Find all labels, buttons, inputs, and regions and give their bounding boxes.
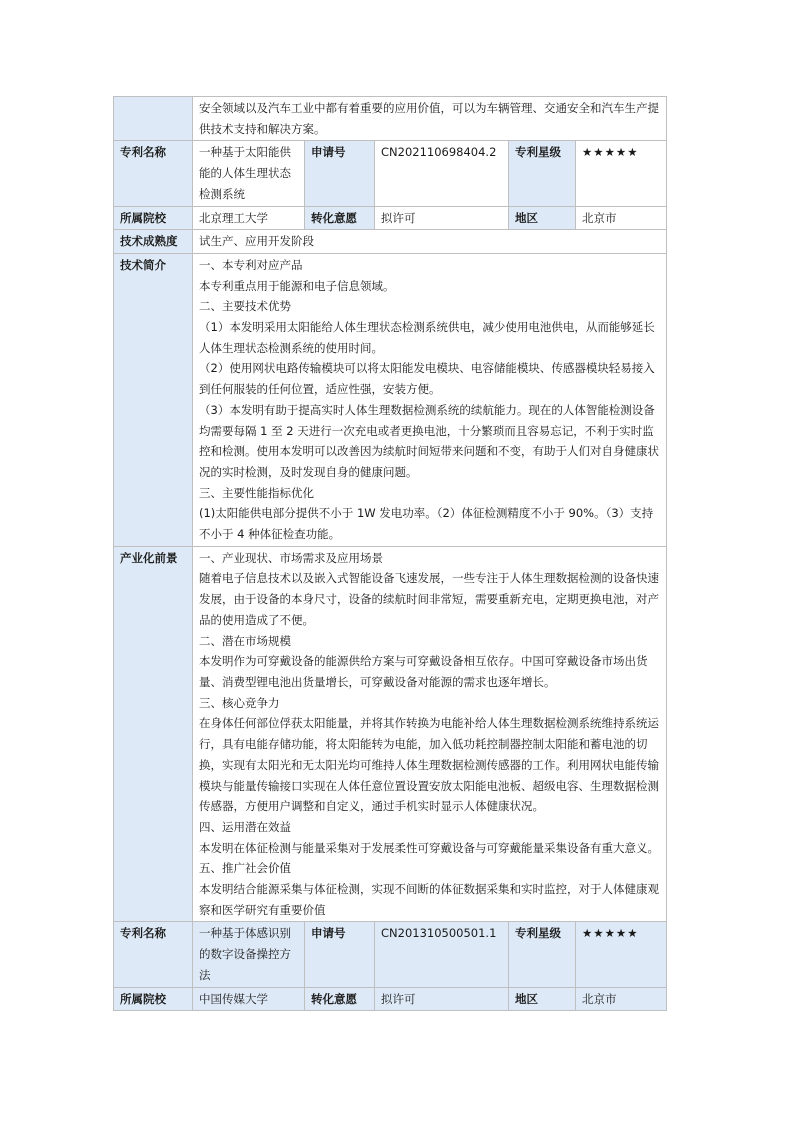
patent-1-prospect-row [114,546,667,922]
institution-value: 北京理工大学 [193,206,305,230]
tech-summary-label: 技术简介 [114,253,193,546]
prospect-paragraph: 在身体任何部位俘获太阳能量，并将其作转换为电能补给人体生理数据检测系统维持系统运行，具有电能存储功能，将太阳能转为电能，加入低功耗控制器控制太阳能和蓄电池的切换，实现有太阳光和无太阳光均可维持人体生理数据检测传感器的工作。利用网状电能传输模块与能量传输接口实现在人体任意位置设置安放太阳能电池板、超级电容、生理数据检测传感器，方便用户调整和自定义，通过手机实时显示人体健康状况。 [199,716,659,814]
summary-paragraph: （2）使用网状电路传输模块可以将太阳能发电模块、电容储能模块、传感器模块轻易接入到任何服装的任何位置，适应性强，安装方便。 [199,361,655,397]
application-no-value: CN202110698404.2 [375,141,509,206]
summary-heading-3: 三、主要性能指标优化 [199,485,314,500]
application-no-label: 申请号 [305,922,375,987]
tech-summary-content [193,253,667,546]
prospect-paragraph: 本发明结合能源采集与体征检测，实现不间断的体征数据采集和实时监控，对于人体健康观察和医学研究有重要价值 [199,882,659,917]
prospect-paragraph: 本发明在体征检测与能量采集对于发展柔性可穿戴设备与可穿戴能量采集设备有重大意义。 [199,840,659,855]
patent-1-header-row [114,141,667,206]
prospect-paragraph: 随着电子信息技术以及嵌入式智能设备飞速发展，一些专注于人体生理数据检测的设备快速发展，由于设备的本身尺寸，设备的续航时间非常短，需要重新充电，定期更换电池，对产品的使用造成了不便。 [199,571,659,627]
institution-label: 所属院校 [114,987,193,1011]
patent-2-header-row [114,922,667,987]
patent-table [113,96,667,1011]
star-rating-value: ★★★★★ [576,141,667,206]
institution-value: 中国传媒大学 [193,987,305,1011]
application-no-value: CN201310500501.1 [375,922,509,987]
patent-name-label: 专利名称 [114,922,193,987]
continuation-text: 安全领域以及汽车工业中都有着重要的应用价值，可以为车辆管理、交通安全和汽车生产提供技术支持和解决方案。 [193,97,667,141]
summary-paragraph: (1)太阳能供电部分提供不小于 1W 发电功率。（2）体征检测精度不小于 90%。（3）支持不小于 4 种体征检查功能。 [199,506,654,542]
summary-heading-1: 一、本专利对应产品 [199,257,303,272]
region-value: 北京市 [576,987,667,1011]
prospect-heading-5: 五、推广社会价值 [199,861,291,876]
prospect-heading-1: 一、产业现状、市场需求及应用场景 [199,550,383,565]
industry-prospect-label: 产业化前景 [114,546,193,922]
star-rating-value: ★★★★★ [576,922,667,987]
star-rating-label: 专利星级 [509,922,576,987]
patent-1-institution-row [114,206,667,230]
patent-name-value: 一种基于体感识别的数字设备操控方法 [193,922,305,987]
summary-paragraph: 本专利重点用于能源和电子信息领域。 [199,278,395,293]
patent-2-institution-row [114,987,667,1011]
patent-name-value: 一种基于太阳能供能的人体生理状态检测系统 [193,141,305,206]
prospect-heading-2: 二、潜在市场规模 [199,633,291,648]
prospect-heading-3: 三、核心竞争力 [199,695,280,710]
industry-prospect-content [193,546,667,922]
transfer-intent-value: 拟许可 [375,206,509,230]
continuation-label-cell [114,97,193,141]
region-value: 北京市 [576,206,667,230]
maturity-value: 试生产、应用开发阶段 [193,230,667,254]
summary-paragraph: （3）本发明有助于提高实时人体生理数据检测系统的续航能力。现在的人体智能检测设备均需要每隔 1 至 2 天进行一次充电或者更换电池，十分繁琐而且容易忘记，不利于实时监控和检测。使用本发明可以改善因为续航时间短带来问题和不变，有助于人们对自身健康状况的实时检测，及时发现自身的健康问题。 [199,402,659,479]
institution-label: 所属院校 [114,206,193,230]
patent-1-maturity-row [114,230,667,254]
transfer-intent-value: 拟许可 [375,987,509,1011]
patent-1-summary-row [114,253,667,546]
region-label: 地区 [509,206,576,230]
maturity-label: 技术成熟度 [114,230,193,254]
summary-heading-2: 二、主要技术优势 [199,299,291,314]
continuation-row [114,97,667,141]
application-no-label: 申请号 [305,141,375,206]
transfer-intent-label: 转化意愿 [305,987,375,1011]
summary-paragraph: （1）本发明采用太阳能给人体生理状态检测系统供电，减少使用电池供电，从而能够延长人体生理状态检测系统的使用时间。 [199,320,655,355]
star-rating-label: 专利星级 [509,141,576,206]
prospect-paragraph: 本发明作为可穿戴设备的能源供给方案与可穿戴设备相互依存。中国可穿戴设备市场出货量、消费型锂电池出货量增长，可穿戴设备对能源的需求也逐年增长。 [199,654,648,689]
prospect-heading-4: 四、运用潜在效益 [199,819,291,834]
region-label: 地区 [509,987,576,1011]
patent-name-label: 专利名称 [114,141,193,206]
transfer-intent-label: 转化意愿 [305,206,375,230]
